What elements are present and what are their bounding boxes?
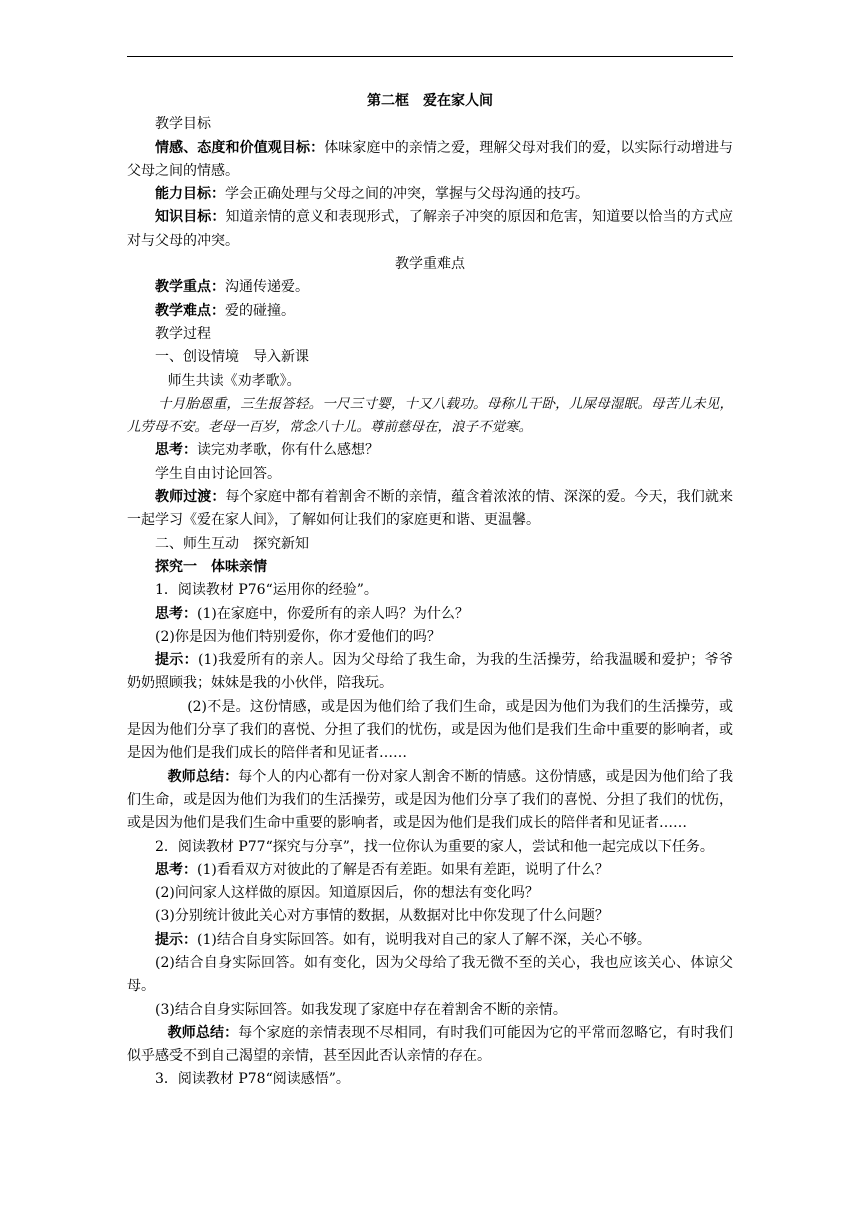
- label-teacher-summary: 教师总结：: [167, 768, 239, 785]
- paragraph-think-3b: (2)问问家人这样做的原因。知道原因后，你的想法有变化吗？: [155, 885, 539, 902]
- text-hint-1: (1)我爱所有的亲人。因为父母给了我生命，为我的生活操劳，给我温暖和爱护；爷爷奶奶照顾我；妹妹是我的小伙伴，陪我玩。: [127, 652, 733, 692]
- paragraph-think-2b: (2)你是因为他们特别爱你，你才爱他们的吗？: [155, 628, 441, 645]
- section-heading-objectives: 教学目标: [155, 116, 211, 133]
- label-emotion-objective: 情感、态度和价值观目标：: [155, 139, 325, 156]
- paragraph-teacher-summary-2: [127, 1022, 733, 1069]
- paragraph-hint-2: [127, 929, 733, 952]
- section-heading-process: 教学过程: [155, 325, 211, 342]
- paragraph-hint-1: [127, 649, 733, 696]
- paragraph-think-1: [127, 439, 733, 462]
- text-ability-objective: 学会正确处理与父母之间的冲突，掌握与父母沟通的技巧。: [225, 186, 589, 203]
- paragraph-read-poem: 师生共读《劝孝歌》。: [167, 372, 301, 389]
- paragraph-think-2: [127, 603, 733, 626]
- paragraph-step-3: 3．阅读教材 P78“阅读感悟”。: [155, 1071, 350, 1088]
- text-teacher-transition: 每个家庭中都有着割舍不断的亲情，蕴含着浓浓的情、深深的爱。今天，我们就来一起学习《爱在家人间》，了解如何让我们的家庭更和谐、更温馨。: [127, 489, 733, 529]
- subheading-explore-1: 探究一 体味亲情: [155, 558, 267, 575]
- paragraph-key-point: [127, 276, 733, 299]
- paragraph-hint-1b: (2)不是。这份情感，或是因为他们给了我们生命，或是因为他们为我们的生活操劳，或是因为他们分享了我们的喜悦、分担了我们的忧伤，或是因为他们是我们生命中重要的影响者，或是因为他们是我们成长的陪伴者和见证者……: [127, 698, 733, 762]
- section-heading-key-points: 教学重难点: [395, 256, 465, 273]
- text-difficult-point: 爱的碰撞。: [225, 302, 295, 319]
- paragraph-step-2: 2．阅读教材 P77“探究与分享”，找一位你认为重要的家人，尝试和他一起完成以下任务。: [155, 838, 714, 855]
- paragraph-teacher-summary-1: [127, 766, 733, 836]
- paragraph-difficult-point: [127, 300, 733, 323]
- paragraph-think-3: [127, 859, 733, 882]
- label-key-point: 教学重点：: [155, 279, 225, 296]
- header-rule: [127, 56, 733, 57]
- paragraph-hint-2c: (3)结合自身实际回答。如我发现了家庭中存在着割舍不断的亲情。: [155, 1001, 567, 1018]
- text-hint-2: (1)结合自身实际回答。如有，说明我对自己的家人了解不深，关心不够。: [197, 931, 651, 948]
- label-think: 思考：: [155, 861, 197, 878]
- text-knowledge-objective: 知道亲情的意义和表现形式，了解亲子冲突的原因和危害，知道要以恰当的方式应对与父母的冲突。: [127, 209, 733, 249]
- text-emotion-objective: 体味家庭中的亲情之爱，理解父母对我们的爱，以实际行动增进与父母之间的情感。: [127, 139, 734, 179]
- label-difficult-point: 教学难点：: [155, 302, 225, 319]
- subheading-intro: 一、创设情境 导入新课: [155, 349, 309, 366]
- label-hint: 提示：: [155, 652, 198, 669]
- label-teacher-summary: 教师总结：: [167, 1024, 239, 1041]
- label-teacher-transition: 教师过渡：: [155, 489, 226, 506]
- text-key-point: 沟通传递爱。: [225, 279, 309, 296]
- paragraph-knowledge-objective: [127, 206, 733, 253]
- paragraph-student-discussion: 学生自由讨论回答。: [155, 465, 281, 482]
- paragraph-ability-objective: [127, 183, 733, 206]
- paragraph-teacher-transition: [127, 486, 733, 533]
- label-think: 思考：: [155, 442, 197, 459]
- lesson-title: 第二框 爱在家人间: [367, 93, 493, 109]
- document-body: [127, 90, 733, 1092]
- poem-text: 十月胎恩重，三生报答轻。一尺三寸婴，十又八载功。母称儿干卧，儿屎母湿眠。母苦儿未见，儿劳母不安。老母一百岁，常念八十儿。尊前慈母在，浪子不觉寒。: [127, 395, 733, 436]
- paragraph-think-3c: (3)分别统计彼此关心对方事情的数据，从数据对比中你发现了什么问题？: [155, 908, 609, 925]
- paragraph-emotion-objective: [127, 137, 733, 184]
- paragraph-hint-2b: (2)结合自身实际回答。如有变化，因为父母给了我无微不至的关心，我也应该关心、体谅父母。: [127, 954, 733, 995]
- label-think: 思考：: [155, 605, 197, 622]
- text-think-2: (1)在家庭中，你爱所有的亲人吗？为什么？: [197, 605, 469, 622]
- text-teacher-summary-2: 每个家庭的亲情表现不尽相同，有时我们可能因为它的平常而忽略它，有时我们似乎感受不到自己渴望的亲情，甚至因此否认亲情的存在。: [127, 1024, 734, 1065]
- text-think-3: (1)看看双方对彼此的了解是否有差距。如果有差距，说明了什么？: [197, 861, 609, 878]
- label-hint: 提示：: [155, 931, 197, 948]
- text-teacher-summary-1: 每个人的内心都有一份对家人割舍不断的情感。这份情感，或是因为他们给了我们生命，或是因为他们为我们的生活操劳，或是因为他们分享了我们的喜悦、分担了我们的忧伤，或是因为他们是我们生命中重要的影响者，或是因为他们是我们成长的陪伴者和见证者……: [127, 768, 734, 832]
- paragraph-step-1: 1．阅读教材 P76“运用你的经验”。: [155, 582, 378, 599]
- label-ability-objective: 能力目标：: [155, 186, 225, 203]
- text-think-1: 读完劝孝歌，你有什么感想？: [197, 442, 379, 459]
- subheading-interaction: 二、师生互动 探究新知: [155, 535, 309, 552]
- label-knowledge-objective: 知识目标：: [155, 209, 226, 226]
